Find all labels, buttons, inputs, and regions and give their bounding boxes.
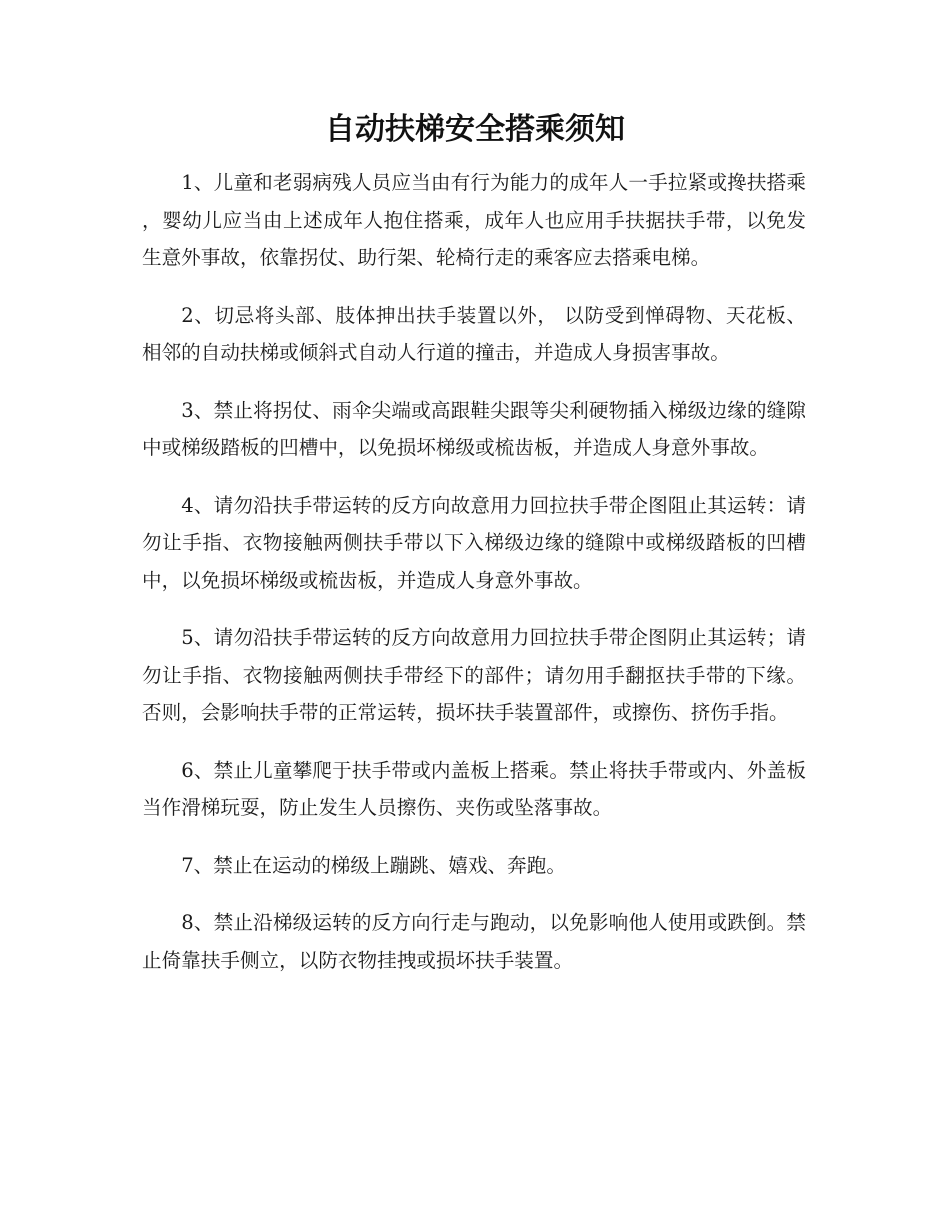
paragraph-8: 8、禁止沿梯级运转的反方向行走与跑动，以免影响他人使用或跌倒。禁止倚靠扶手侧立，以防衣物挂拽或损坏扶手装置。 xyxy=(142,911,806,972)
paragraph-7: 7、禁止在运动的梯级上蹦跳、嬉戏、奔跑。 xyxy=(181,853,566,877)
paragraph-4: 4、请勿沿扶手带运转的反方向故意用力回拉扶手带企图阻止其运转：请勿让手指、衣物接触两侧扶手带以下入梯级边缘的缝隙中或梯级踏板的凹槽中，以免损坏梯级或梳齿板，并造成人身意外事故。 xyxy=(142,493,806,592)
document-body xyxy=(142,164,806,999)
paragraph-5: 5、请勿沿扶手带运转的反方向故意用力回拉扶手带企图阴止其运转；请勿让手指、衣物接触两侧扶手带经下的部件；请勿用手翻抠扶手带的下缘。否则，会影响扶手带的正常运转，损坏扶手装置部件，或擦伤、挤伤手指。 xyxy=(142,626,806,724)
paragraph-2: 2、切忌将头部、肢体抻出扶手装置以外， 以防受到惮碍物、天花板、相邻的自动扶梯或倾斜式自动人行道的撞击，并造成人身损害事故。 xyxy=(142,303,806,364)
paragraph-1: 1、儿童和老弱病残人员应当由有行为能力的成年人一手拉紧或搀扶搭乘，婴幼儿应当由上述成年人抱住搭乘，成年人也应用手扶据扶手带，以免发生意外事故，依靠拐仗、助行架、轮椅行走的乘客应去搭乘电梯。 xyxy=(142,171,806,269)
paragraph-6: 6、禁止儿童攀爬于扶手带或内盖板上搭乘。禁止将扶手带或内、外盖板当作滑梯玩耍，防止发生人员擦伤、夹伤或坠落事故。 xyxy=(142,758,806,819)
document-title: 自动扶梯安全搭乘须知 xyxy=(325,112,625,147)
paragraph-3: 3、禁止将拐仗、雨伞尖端或高跟鞋尖跟等尖利硬物插入梯级边缘的缝隙中或梯级踏板的凹槽中，以免损坏梯级或梳齿板，并造成人身意外事故。 xyxy=(142,398,806,459)
